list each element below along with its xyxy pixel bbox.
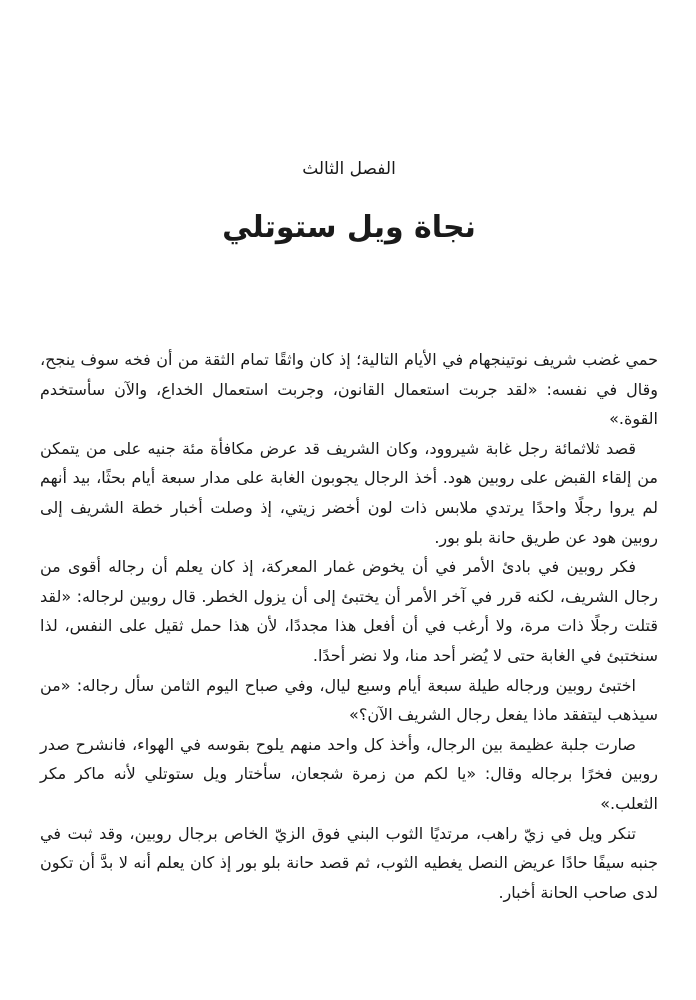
paragraph: قصد ثلاثمائة رجل غابة شيروود، وكان الشريف قد عرض مكافأة مئة جنيه على من يتمكن من إلقاء القبض على روبين هود. أخذ الرجال يجوبون الغابة على مدار سبعة أيام بحثًا، بيد أنهم لم يروا رجلًا واحدًا يرتدي ملابس ذات لون أخضر زيتي، إذ وصلت أخبار خطة الشريف إلى روبين هود عن طريق حانة بلو بور. [40, 438, 658, 547]
chapter-body [40, 345, 658, 907]
paragraph: تنكر ويل في زيّ راهب، مرتديًا الثوب البني فوق الزيّ الخاص برجال روبين، وقد ثبت في جنبه سيفًا حادًا عريض النصل يغطيه الثوب، ثم قصد حانة بلو بور إذ كان يعلم أنه لا بدَّ أن تكون لدى صاحب الحانة أخبار. [40, 823, 658, 902]
chapter-title: نجاة ويل ستوتلي [222, 210, 476, 245]
paragraph: اختبئ روبين ورجاله طيلة سبعة أيام وسبع ليال، وفي صباح اليوم الثامن سأل رجاله: «من سيذهب ليتفقد ماذا يفعل رجال الشريف الآن؟» [40, 675, 658, 725]
paragraph: حمي غضب شريف نوتينجهام في الأيام التالية؛ إذ كان واثقًا تمام الثقة من أن فخه سوف ينجح، وقال في نفسه: «لقد جربت استعمال القانون، وجربت استعمال الخداع، والآن سأستخدم القوة.» [40, 350, 658, 429]
chapter-number: الفصل الثالث [302, 159, 396, 179]
paragraph: فكر روبين في بادئ الأمر في أن يخوض غمار المعركة، إذ كان يعلم أن رجاله أقوى من رجال الشريف، لكنه قرر في آخر الأمر أن يختبئ إلى أن يزول الخطر. قال روبين لرجاله: «لقد قتلت رجلًا ذات مرة، ولا أرغب في أن أفعل هذا مجددًا، لأن هذا حمل ثقيل على النفس، لذا سنختبئ في الغابة حتى لا يُضر أحد منا، ولا نضر أحدًا. [40, 557, 658, 665]
book-page [40, 0, 658, 1000]
paragraph: صارت جلبة عظيمة بين الرجال، وأخذ كل واحد منهم يلوح بقوسه في الهواء، فانشرح صدر روبين فخرًا برجاله وقال: «يا لكم من زمرة شجعان، سأختار ويل ستوتلي لأنه ماكر مكر الثعلب.» [40, 734, 658, 813]
